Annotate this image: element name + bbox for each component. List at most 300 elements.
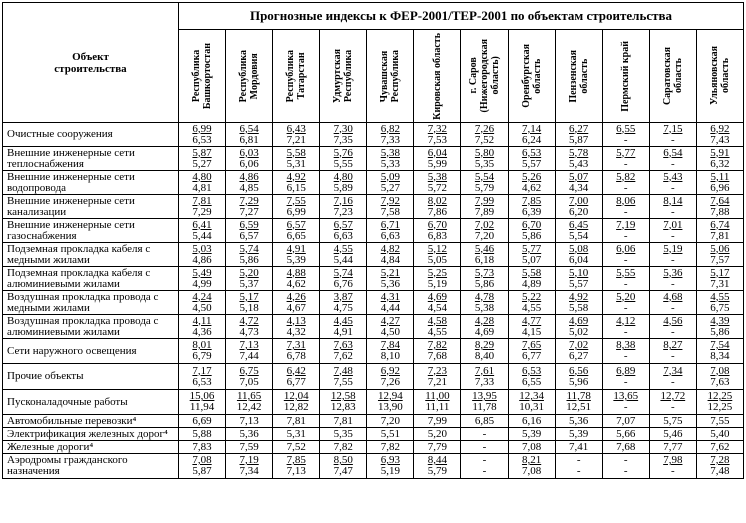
index-value-lower: 7,27 bbox=[239, 205, 259, 218]
table-row bbox=[3, 315, 744, 339]
region-header-label: Ульяновская область bbox=[708, 46, 731, 106]
index-cell bbox=[320, 219, 367, 243]
index-cell bbox=[602, 428, 649, 441]
index-cell bbox=[508, 390, 555, 415]
index-value-upper: 4,88 bbox=[286, 266, 306, 279]
index-cell bbox=[461, 339, 508, 364]
index-value-lower: 5,58 bbox=[569, 301, 589, 314]
index-cell bbox=[179, 415, 226, 428]
index-cell bbox=[226, 364, 273, 390]
index-value-upper: 5,77 bbox=[521, 242, 542, 255]
index-value-lower: - bbox=[670, 157, 675, 170]
index-cell bbox=[226, 441, 273, 454]
region-header bbox=[461, 30, 508, 123]
index-cell bbox=[602, 364, 649, 390]
index-cell bbox=[555, 454, 602, 479]
index-cell bbox=[179, 441, 226, 454]
index-value-lower: 7,52 bbox=[474, 133, 495, 146]
index-value-lower: 4,55 bbox=[427, 325, 448, 338]
index-cell bbox=[508, 243, 555, 267]
index-value-upper: 5,73 bbox=[474, 266, 495, 279]
region-header bbox=[320, 30, 367, 123]
index-value-lower: 6,53 bbox=[192, 133, 212, 146]
index-value-upper: 7,61 bbox=[474, 364, 495, 377]
index-cell bbox=[179, 171, 226, 195]
region-header-label: Пензенская область bbox=[567, 49, 590, 103]
index-value: 5,66 bbox=[616, 427, 636, 440]
index-cell bbox=[461, 415, 508, 428]
object-name: Подземная прокладка кабеля с алюминиевыми жилами bbox=[3, 267, 179, 291]
index-cell bbox=[696, 428, 743, 441]
index-cell bbox=[226, 123, 273, 147]
index-value-upper: 4,28 bbox=[474, 314, 495, 327]
index-cell bbox=[696, 364, 743, 390]
index-value-lower: 6,18 bbox=[474, 253, 495, 266]
index-value-lower: 6,32 bbox=[710, 157, 730, 170]
index-value-lower: 6,77 bbox=[286, 375, 306, 388]
index-value-lower: 7,43 bbox=[710, 133, 730, 146]
index-value-lower: 4,62 bbox=[286, 277, 306, 290]
index-cell bbox=[508, 441, 555, 454]
index-value-lower: 5,54 bbox=[569, 229, 589, 242]
index-value-lower: - bbox=[623, 277, 628, 290]
index-value: 5,46 bbox=[663, 427, 683, 440]
table-row bbox=[3, 219, 744, 243]
index-cell bbox=[602, 291, 649, 315]
index-value-upper: 7,23 bbox=[427, 364, 448, 377]
index-value-upper: - bbox=[482, 454, 487, 466]
index-cell bbox=[414, 267, 461, 291]
index-cell bbox=[320, 171, 367, 195]
index-value-lower: 5,86 bbox=[474, 277, 495, 290]
index-cell bbox=[414, 315, 461, 339]
index-value: 7,83 bbox=[192, 440, 212, 453]
index-value-upper: 5,21 bbox=[380, 266, 400, 279]
table-row bbox=[3, 291, 744, 315]
index-cell bbox=[414, 147, 461, 171]
index-value-lower: 6,57 bbox=[239, 229, 259, 242]
index-value-upper: 4,45 bbox=[333, 314, 353, 327]
title-row bbox=[3, 3, 744, 30]
index-cell bbox=[179, 147, 226, 171]
index-value-upper: 6,57 bbox=[333, 218, 353, 231]
index-cell bbox=[320, 415, 367, 428]
index-value-lower: 7,53 bbox=[427, 133, 448, 146]
index-cell bbox=[226, 390, 273, 415]
object-name: Автомобильные перевозки⁴ bbox=[3, 415, 179, 428]
index-value-upper: 7,13 bbox=[239, 339, 259, 351]
index-value-upper: 7,85 bbox=[521, 194, 542, 207]
index-value-upper: 12,04 bbox=[283, 390, 309, 402]
index-cell bbox=[649, 339, 696, 364]
index-value-lower: 6,20 bbox=[569, 205, 589, 218]
table-row bbox=[3, 171, 744, 195]
index-cell bbox=[179, 243, 226, 267]
index-value-upper: 4,69 bbox=[427, 290, 448, 303]
index-value-upper: 5,11 bbox=[710, 170, 730, 183]
index-value-lower: 11,11 bbox=[425, 401, 450, 413]
index-value-upper: 5,03 bbox=[192, 242, 212, 255]
table-body bbox=[3, 123, 744, 479]
index-cell bbox=[273, 195, 320, 219]
index-value-upper: 6,45 bbox=[569, 218, 589, 231]
index-value-upper: 6,43 bbox=[286, 122, 306, 135]
index-value-lower: 5,43 bbox=[569, 157, 589, 170]
index-cell bbox=[414, 243, 461, 267]
index-value-upper: 7,31 bbox=[286, 339, 306, 351]
index-value-lower: 4,34 bbox=[569, 181, 589, 194]
index-value-lower: 6,63 bbox=[380, 229, 400, 242]
index-cell bbox=[320, 364, 367, 390]
index-cell bbox=[226, 339, 273, 364]
index-value-upper: 7,92 bbox=[380, 194, 400, 207]
index-cell bbox=[414, 364, 461, 390]
index-cell bbox=[508, 454, 555, 479]
index-value-lower: 5,79 bbox=[427, 465, 448, 477]
index-value-lower: 5,57 bbox=[569, 277, 589, 290]
index-cell bbox=[555, 339, 602, 364]
index-cell bbox=[649, 171, 696, 195]
index-value-lower: 6,78 bbox=[286, 350, 306, 362]
index-value-upper: 4,92 bbox=[286, 170, 306, 183]
index-value-upper: 5,58 bbox=[521, 266, 542, 279]
index-cell bbox=[696, 454, 743, 479]
index-cell bbox=[226, 171, 273, 195]
index-cell bbox=[414, 415, 461, 428]
index-value-upper: 5,38 bbox=[380, 146, 400, 159]
index-value-lower: 4,84 bbox=[380, 253, 400, 266]
index-value-lower: 5,18 bbox=[239, 301, 259, 314]
index-value-upper: 4,55 bbox=[710, 290, 730, 303]
index-cell bbox=[273, 339, 320, 364]
index-cell bbox=[508, 267, 555, 291]
region-header-label: г. Саров (Нижегородская область) bbox=[468, 39, 501, 113]
index-cell bbox=[367, 415, 414, 428]
index-value-upper: 4,80 bbox=[333, 170, 353, 183]
index-value-upper: 12,34 bbox=[519, 390, 544, 402]
index-value-lower: - bbox=[623, 253, 628, 266]
index-value-upper: 11,65 bbox=[236, 390, 262, 402]
index-value-upper: 7,00 bbox=[569, 194, 589, 207]
index-value-upper: 6,75 bbox=[239, 364, 259, 377]
index-value-upper: 7,32 bbox=[427, 122, 448, 135]
index-cell bbox=[508, 339, 555, 364]
index-value-upper: 4,72 bbox=[239, 314, 259, 327]
index-value: 7,68 bbox=[616, 440, 636, 453]
table-row bbox=[3, 339, 744, 364]
index-value-upper: 7,85 bbox=[286, 454, 306, 466]
index-value-lower: 5,86 bbox=[710, 325, 730, 338]
index-cell bbox=[602, 219, 649, 243]
object-header-label: Объект строительства bbox=[54, 50, 127, 75]
index-value-lower: 8,34 bbox=[710, 350, 730, 362]
index-value-upper: 8,21 bbox=[521, 454, 542, 466]
index-cell bbox=[649, 219, 696, 243]
index-cell bbox=[226, 243, 273, 267]
index-value-lower: 5,35 bbox=[474, 157, 495, 170]
index-cell bbox=[555, 315, 602, 339]
index-value-lower: - bbox=[623, 401, 628, 413]
region-header-label: Оренбургская область bbox=[520, 44, 543, 108]
object-name: Пусконаладочные работы bbox=[3, 390, 179, 415]
index-value-lower: 7,81 bbox=[710, 229, 730, 242]
index-value-upper: 4,58 bbox=[427, 314, 448, 327]
region-header-label: Чувашская Республика bbox=[379, 49, 402, 103]
index-value-upper: 7,64 bbox=[710, 194, 730, 207]
object-name: Железные дороги⁴ bbox=[3, 441, 179, 454]
index-value-lower: 5,86 bbox=[521, 229, 542, 242]
table-row bbox=[3, 454, 744, 479]
table-row bbox=[3, 415, 744, 428]
index-cell bbox=[461, 428, 508, 441]
index-value-lower: 6,65 bbox=[286, 229, 306, 242]
index-value: 7,99 bbox=[427, 414, 448, 427]
region-header-label: Пермский край bbox=[620, 40, 632, 112]
index-value-lower: 5,19 bbox=[380, 465, 400, 477]
index-value-lower: 7,63 bbox=[710, 375, 730, 388]
index-value-upper: 5,20 bbox=[616, 290, 636, 303]
index-cell bbox=[367, 147, 414, 171]
index-value-upper: 4,11 bbox=[192, 314, 212, 327]
object-name: Очистные сооружения bbox=[3, 123, 179, 147]
index-value: 7,08 bbox=[521, 440, 542, 453]
index-cell bbox=[273, 171, 320, 195]
index-value-lower: 5,33 bbox=[380, 157, 400, 170]
index-cell bbox=[602, 315, 649, 339]
index-value-upper: 7,19 bbox=[239, 454, 259, 466]
index-value-lower: 6,04 bbox=[569, 253, 589, 266]
index-value: 7,52 bbox=[286, 440, 306, 453]
index-cell bbox=[602, 195, 649, 219]
index-value-lower: 5,87 bbox=[192, 465, 212, 477]
index-cell bbox=[273, 315, 320, 339]
index-value-upper: 5,22 bbox=[521, 290, 542, 303]
index-cell bbox=[461, 364, 508, 390]
index-value: - bbox=[482, 427, 487, 440]
object-name: Электрификация железных дорог⁴ bbox=[3, 428, 179, 441]
index-cell bbox=[414, 123, 461, 147]
index-cell bbox=[508, 291, 555, 315]
index-value-lower: 11,94 bbox=[189, 401, 215, 413]
table-row bbox=[3, 267, 744, 291]
index-value-upper: 5,38 bbox=[427, 170, 448, 183]
index-value-lower: - bbox=[623, 350, 628, 362]
index-value-upper: 4,31 bbox=[380, 290, 400, 303]
index-value: 7,62 bbox=[710, 440, 730, 453]
index-cell bbox=[273, 123, 320, 147]
index-cell bbox=[179, 219, 226, 243]
index-value-lower: 8,40 bbox=[474, 350, 495, 362]
index-value-lower: 5,37 bbox=[239, 277, 259, 290]
index-cell bbox=[602, 415, 649, 428]
region-header-label: Республика Башкортостан bbox=[191, 42, 214, 110]
index-cell bbox=[320, 147, 367, 171]
index-value-upper: 5,19 bbox=[663, 242, 683, 255]
index-value-upper: 3,87 bbox=[333, 290, 353, 303]
index-cell bbox=[602, 171, 649, 195]
index-value-upper: 7,54 bbox=[710, 339, 730, 351]
index-value-lower: 7,48 bbox=[710, 465, 730, 477]
index-value-lower: - bbox=[623, 133, 628, 146]
index-cell bbox=[602, 339, 649, 364]
index-value-upper: 7,08 bbox=[192, 454, 212, 466]
index-cell bbox=[273, 441, 320, 454]
index-value-upper: 5,12 bbox=[427, 242, 448, 255]
index-value-upper: 7,28 bbox=[710, 454, 730, 466]
index-value-lower: 7,86 bbox=[427, 205, 448, 218]
index-value: 6,85 bbox=[474, 414, 495, 427]
index-cell bbox=[696, 291, 743, 315]
index-value-upper: 11,78 bbox=[566, 390, 591, 402]
index-value: 7,79 bbox=[427, 440, 448, 453]
index-cell bbox=[602, 441, 649, 454]
index-value-upper: 6,71 bbox=[380, 218, 400, 231]
index-cell bbox=[367, 428, 414, 441]
index-value: 7,81 bbox=[333, 414, 353, 427]
index-value-upper: 5,17 bbox=[710, 266, 730, 279]
index-value-upper: 5,26 bbox=[521, 170, 542, 183]
index-value: 7,07 bbox=[616, 414, 636, 427]
object-name: Подземная прокладка кабеля с медными жилами bbox=[3, 243, 179, 267]
index-cell bbox=[226, 219, 273, 243]
region-header bbox=[602, 30, 649, 123]
index-value-lower: 5,87 bbox=[569, 133, 589, 146]
index-cell bbox=[179, 315, 226, 339]
index-value-lower: 8,10 bbox=[380, 350, 400, 362]
index-cell bbox=[555, 195, 602, 219]
index-cell bbox=[602, 454, 649, 479]
index-value-upper: 5,25 bbox=[427, 266, 448, 279]
index-value-upper: 6,27 bbox=[569, 122, 589, 135]
index-value-lower: 4,89 bbox=[521, 277, 542, 290]
index-value-upper: 5,77 bbox=[616, 146, 636, 159]
index-cell bbox=[273, 243, 320, 267]
index-value-upper: 6,04 bbox=[427, 146, 448, 159]
index-cell bbox=[320, 428, 367, 441]
index-value-lower: 5,31 bbox=[286, 157, 306, 170]
index-value-lower: 5,57 bbox=[521, 157, 542, 170]
index-cell bbox=[555, 415, 602, 428]
index-value-lower: 12,51 bbox=[566, 401, 592, 413]
index-cell bbox=[414, 390, 461, 415]
index-cell bbox=[696, 195, 743, 219]
index-value-upper: 6,59 bbox=[239, 218, 259, 231]
index-value-lower: 4,75 bbox=[333, 301, 353, 314]
index-cell bbox=[320, 123, 367, 147]
index-cell bbox=[461, 441, 508, 454]
index-value-lower: 5,89 bbox=[333, 181, 353, 194]
table-row bbox=[3, 390, 744, 415]
index-cell bbox=[602, 267, 649, 291]
index-value-lower: 7,62 bbox=[333, 350, 353, 362]
index-cell bbox=[367, 123, 414, 147]
index-value-upper: 5,49 bbox=[192, 266, 212, 279]
index-cell bbox=[649, 267, 696, 291]
index-value-upper: 5,55 bbox=[616, 266, 636, 279]
index-cell bbox=[226, 454, 273, 479]
index-value-lower: - bbox=[623, 157, 628, 170]
index-value-upper: 6,56 bbox=[569, 364, 589, 377]
index-cell bbox=[508, 428, 555, 441]
region-header bbox=[649, 30, 696, 123]
index-value-upper: - bbox=[576, 454, 581, 466]
index-value-upper: 4,68 bbox=[663, 290, 683, 303]
index-cell bbox=[320, 315, 367, 339]
index-value-lower: 11,78 bbox=[472, 401, 497, 413]
index-value-lower: 5,27 bbox=[192, 157, 212, 170]
index-value-lower: 6,83 bbox=[427, 229, 448, 242]
region-header bbox=[273, 30, 320, 123]
index-value-lower: - bbox=[670, 401, 675, 413]
region-header bbox=[414, 30, 461, 123]
index-value: 7,77 bbox=[663, 440, 683, 453]
index-value-lower: 7,47 bbox=[333, 465, 353, 477]
index-value-lower: 4,99 bbox=[192, 277, 212, 290]
index-cell bbox=[508, 147, 555, 171]
index-cell bbox=[367, 243, 414, 267]
index-cell bbox=[226, 315, 273, 339]
index-value-upper: 6,53 bbox=[521, 146, 542, 159]
index-value-upper: 7,08 bbox=[710, 364, 730, 377]
index-value-upper: 12,72 bbox=[660, 390, 686, 402]
index-value-upper: 7,01 bbox=[663, 218, 683, 231]
index-value-lower: 7,34 bbox=[239, 465, 259, 477]
index-cell bbox=[508, 219, 555, 243]
index-cell bbox=[179, 291, 226, 315]
index-value-upper: 5,17 bbox=[239, 290, 259, 303]
index-value-upper: 7,19 bbox=[616, 218, 636, 231]
index-value-lower: 5,19 bbox=[427, 277, 448, 290]
index-cell bbox=[649, 390, 696, 415]
index-value-upper: 4,77 bbox=[521, 314, 542, 327]
index-value-upper: 6,54 bbox=[663, 146, 683, 159]
index-cell bbox=[555, 147, 602, 171]
index-cell bbox=[461, 291, 508, 315]
index-cell bbox=[414, 339, 461, 364]
index-value-upper: 4,13 bbox=[286, 314, 306, 327]
index-value: 7,55 bbox=[710, 414, 730, 427]
index-cell bbox=[649, 315, 696, 339]
index-cell bbox=[179, 267, 226, 291]
index-value-lower: 4,50 bbox=[192, 301, 212, 314]
index-cell bbox=[273, 219, 320, 243]
index-value-upper: 5,07 bbox=[569, 170, 589, 183]
index-value-lower: 4,85 bbox=[239, 181, 259, 194]
index-cell bbox=[320, 291, 367, 315]
index-value-lower: 5,07 bbox=[521, 253, 542, 266]
index-cell bbox=[414, 291, 461, 315]
index-value-lower: - bbox=[670, 229, 675, 242]
index-value-upper: 4,82 bbox=[380, 242, 400, 255]
index-value-lower: - bbox=[623, 205, 628, 218]
index-value-lower: - bbox=[623, 375, 628, 388]
index-value-upper: 5,43 bbox=[663, 170, 683, 183]
region-header-label: Саратовская область bbox=[661, 46, 684, 106]
index-value-upper: 6,41 bbox=[192, 218, 212, 231]
index-cell bbox=[226, 267, 273, 291]
index-value-upper: 6,93 bbox=[380, 454, 400, 466]
index-cell bbox=[320, 441, 367, 454]
index-value-lower: 7,89 bbox=[474, 205, 495, 218]
index-cell bbox=[696, 219, 743, 243]
index-value: 7,13 bbox=[239, 414, 259, 427]
index-value-lower: 4,15 bbox=[521, 325, 542, 338]
region-header bbox=[555, 30, 602, 123]
object-name: Внешние инженерные сети водопровода bbox=[3, 171, 179, 195]
index-value-upper: 7,82 bbox=[427, 339, 448, 351]
index-value-upper: 7,48 bbox=[333, 364, 353, 377]
index-cell bbox=[649, 291, 696, 315]
